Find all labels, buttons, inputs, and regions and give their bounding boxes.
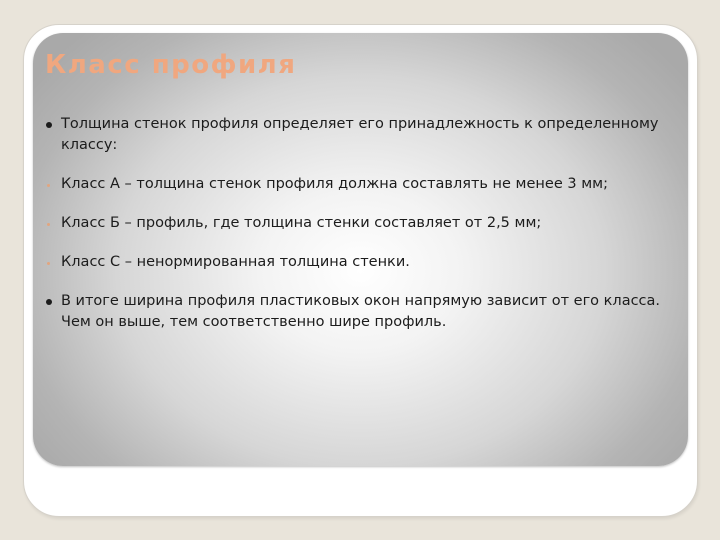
sub-bullet-dot-icon bbox=[47, 184, 50, 187]
bullet-text: Толщина стенок профиля определяет его принадлежность к определенному классу: bbox=[61, 116, 659, 153]
bullet-item-class-c bbox=[44, 252, 684, 273]
bullet-item-thickness bbox=[44, 114, 684, 156]
bullet-text: В итоге ширина профиля пластиковых окон напрямую зависит от его класса. Чем он выше, тем соответственно шире профиль. bbox=[61, 293, 661, 330]
bullet-item-class-b bbox=[44, 213, 684, 234]
bullet-dot-icon bbox=[46, 299, 52, 305]
sub-bullet-dot-icon bbox=[47, 262, 50, 265]
bullet-dot-icon bbox=[46, 122, 52, 128]
slide-title: Класс профиля bbox=[45, 50, 297, 80]
bullet-text: Класс С – ненормированная толщина стенки. bbox=[61, 254, 410, 270]
bullet-text: Класс Б – профиль, где толщина стенки составляет от 2,5 мм; bbox=[61, 215, 542, 231]
bullet-item-class-a bbox=[44, 174, 684, 195]
sub-bullet-dot-icon bbox=[47, 223, 50, 226]
bullet-item-conclusion bbox=[44, 291, 684, 333]
bullet-text: Класс А – толщина стенок профиля должна составлять не менее 3 мм; bbox=[61, 176, 608, 192]
bullet-list bbox=[44, 114, 684, 351]
